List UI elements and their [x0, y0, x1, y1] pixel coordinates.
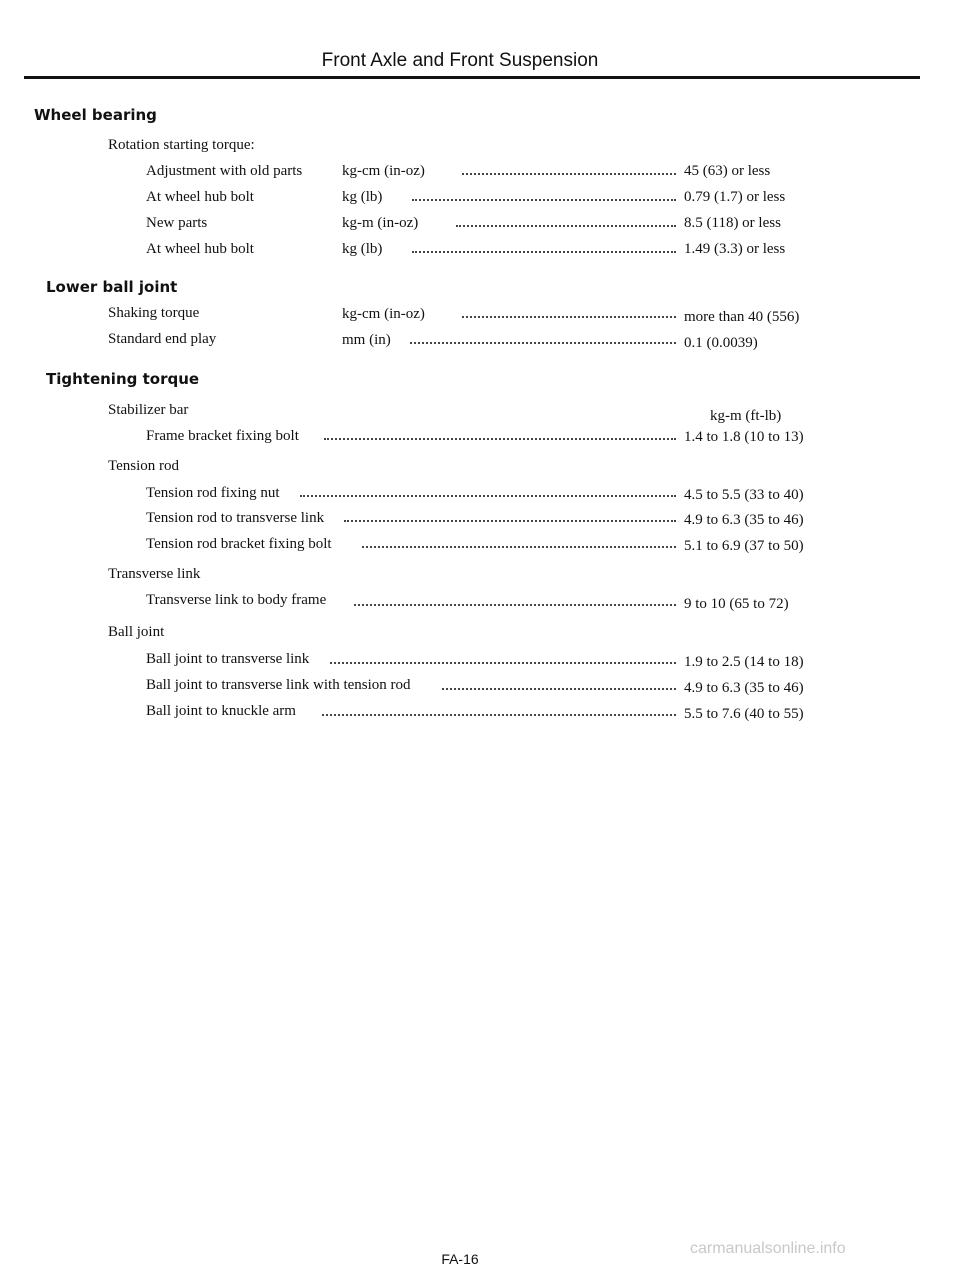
spec-unit: kg-cm (in-oz) — [342, 163, 425, 179]
torque-unit-header: kg-m (ft-lb) — [710, 408, 782, 424]
torque-value: 4.9 to 6.3 (35 to 46) — [684, 680, 804, 696]
section-heading-lower-ball-joint: Lower ball joint — [46, 278, 178, 296]
section-heading-tightening-torque: Tightening torque — [46, 370, 200, 388]
dot-leader — [330, 662, 676, 664]
torque-label: Ball joint to transverse link with tension rod — [146, 677, 411, 693]
spec-value: 1.49 (3.3) or less — [684, 241, 786, 257]
dot-leader — [344, 520, 676, 522]
dot-leader — [462, 316, 676, 318]
spec-value: 0.79 (1.7) or less — [684, 189, 786, 205]
dot-leader — [324, 438, 676, 440]
torque-value: 1.9 to 2.5 (14 to 18) — [684, 654, 804, 670]
spec-unit: kg-cm (in-oz) — [342, 306, 425, 322]
torque-label: Tension rod to transverse link — [146, 510, 325, 526]
spec-unit: mm (in) — [342, 332, 391, 348]
page-title: Front Axle and Front Suspension — [321, 50, 599, 71]
dot-leader — [354, 604, 676, 606]
torque-label: Frame bracket fixing bolt — [146, 428, 299, 444]
spec-value: 0.1 (0.0039) — [684, 335, 758, 351]
torque-label: Tension rod fixing nut — [146, 485, 280, 501]
torque-value: 5.1 to 6.9 (37 to 50) — [684, 538, 804, 554]
torque-label: Transverse link to body frame — [146, 592, 327, 608]
spec-label: Shaking torque — [108, 305, 200, 321]
dot-leader — [300, 495, 676, 497]
spec-unit: kg (lb) — [342, 189, 383, 205]
group-heading-ball-joint: Ball joint — [108, 624, 165, 640]
spec-label: At wheel hub bolt — [146, 189, 254, 205]
dot-leader — [362, 546, 676, 548]
torque-value: 4.5 to 5.5 (33 to 40) — [684, 487, 804, 503]
torque-label: Ball joint to knuckle arm — [146, 703, 296, 719]
dot-leader — [462, 173, 676, 175]
spec-value: 45 (63) or less — [684, 163, 771, 179]
spec-value: 8.5 (118) or less — [684, 215, 781, 231]
torque-value: 1.4 to 1.8 (10 to 13) — [684, 429, 804, 445]
group-heading-transverse-link: Transverse link — [108, 566, 201, 582]
watermark: carmanualsonline.info — [690, 1240, 846, 1257]
section-heading-wheel-bearing: Wheel bearing — [34, 106, 157, 124]
torque-value: 5.5 to 7.6 (40 to 55) — [684, 706, 804, 722]
spec-unit: kg-m (in-oz) — [342, 215, 419, 231]
header-rule — [24, 76, 920, 79]
spec-value: more than 40 (556) — [684, 309, 800, 325]
dot-leader — [322, 714, 676, 716]
spec-label: At wheel hub bolt — [146, 241, 254, 257]
spec-label: Standard end play — [108, 331, 217, 347]
dot-leader — [410, 342, 676, 344]
torque-label: Ball joint to transverse link — [146, 651, 310, 667]
spec-label: Adjustment with old parts — [146, 163, 303, 179]
dot-leader — [412, 199, 676, 201]
dot-leader — [442, 688, 676, 690]
torque-label: Tension rod bracket fixing bolt — [146, 536, 332, 552]
dot-leader — [412, 251, 676, 253]
dot-leader — [456, 225, 676, 227]
rotation-starting-torque-label: Rotation starting torque: — [108, 137, 255, 153]
torque-value: 9 to 10 (65 to 72) — [684, 596, 789, 612]
torque-value: 4.9 to 6.3 (35 to 46) — [684, 512, 804, 528]
spec-label: New parts — [146, 215, 208, 231]
group-heading-tension-rod: Tension rod — [108, 458, 180, 474]
page-number: FA-16 — [441, 1251, 479, 1267]
group-heading-stabilizer-bar: Stabilizer bar — [108, 402, 189, 418]
spec-unit: kg (lb) — [342, 241, 383, 257]
